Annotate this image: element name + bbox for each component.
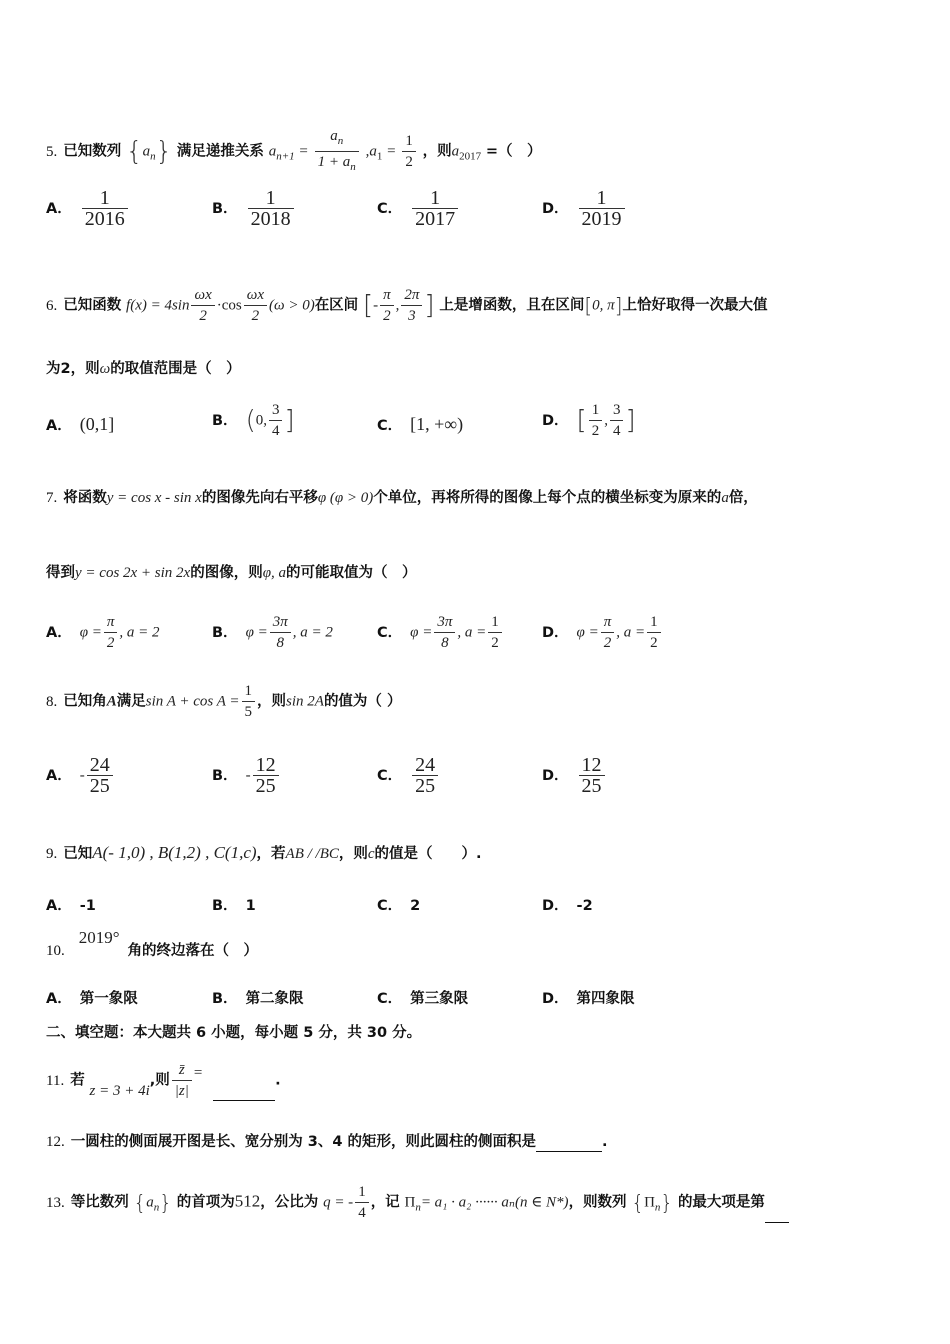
q5-option-c[interactable]: C． $\frac{1}{2017}$ <box>377 188 460 229</box>
q8-option-a[interactable]: A． - $\frac{24}{25}$ <box>46 755 115 796</box>
q6-stem-line2: 为2，则ω的取值范围是（ ） <box>46 361 241 377</box>
q10-option-d[interactable]: D． 第四象限 <box>542 991 635 1007</box>
q6-option-c[interactable]: C． [1, +∞) <box>377 414 464 434</box>
q11-answer-blank[interactable] <box>213 1100 275 1101</box>
q11-stem: 11. 若 z = 3 + 4i,则 $\frac{z̄}{|z|}$ = . <box>46 1062 281 1099</box>
q13-answer-blank[interactable] <box>765 1222 789 1223</box>
q9-option-a[interactable]: A． -1 <box>46 898 96 914</box>
q12-stem: 12. 一圆柱的侧面展开图是长、宽分别为 3、4 的矩形，则此圆柱的侧面积是 . <box>46 1134 608 1150</box>
section-heading-fill-in: 二、填空题：本大题共 6 小题，每小题 5 分，共 30 分。 <box>46 1025 422 1041</box>
q8-option-d[interactable]: D． $\frac{12}{25}$ <box>542 755 607 796</box>
q10-option-b[interactable]: B． 第二象限 <box>212 991 304 1007</box>
q7-option-d[interactable]: D． φ = $\frac{\pi}{2}$ , a = $\frac{1}{2}$ <box>542 612 663 653</box>
q6-stem: 6. 已知函数 f(x) = 4sin $\frac{\omega x}{2}$ ·cos $\frac{\omega x}{2}$ (ω > 0)在区间 [- $\frac{\pi}{2}$ , $\frac{2\pi}{3}$ ] 上是增函数，且在区间[0, π]上恰好取得一次最大值 <box>46 287 768 324</box>
q12-answer-blank[interactable] <box>536 1151 602 1152</box>
q10-stem: 10.2019°角的终边落在（ ） <box>46 928 259 959</box>
q8-option-b[interactable]: B． - $\frac{12}{25}$ <box>212 755 281 796</box>
q10-option-a[interactable]: A． 第一象限 <box>46 991 138 1007</box>
q9-stem: 9. 已知A(- 1,0) , B(1,2) , C(1,c)，若AB / /BC，则c的值是（ ）. <box>46 843 482 862</box>
q7-option-a[interactable]: A． φ = $\frac{\pi}{2}$ , a = 2 <box>46 614 160 651</box>
q8-option-c[interactable]: C． $\frac{24}{25}$ <box>377 755 440 796</box>
q10-option-c[interactable]: C． 第三象限 <box>377 991 469 1007</box>
q9-option-d[interactable]: D． -2 <box>542 898 593 914</box>
q13-stem: 13. 等比数列 $\{a_n\}$ 的首项为512，公比为 q = - $\frac{1}{4}$ ，记 $\Pi_n= a_1 \cdot a_2$ ······ aₙ(n ∈ N*)，则数列 $\{\Pi_n\}$ 的最大项是第 <box>46 1182 789 1223</box>
q5-option-a[interactable]: A． $\frac{1}{2016}$ <box>46 188 130 229</box>
q7-stem: 7. 将函数y = cos x - sin x的图像先向右平移φ (φ > 0)个单位，再将所得的图像上每个点的横坐标变为原来的a倍， <box>46 490 758 506</box>
q6-option-d[interactable]: D． [ $\frac{1}{2}$ , $\frac{3}{4}$ ] <box>542 402 636 439</box>
q6-option-a[interactable]: A． (0,1] <box>46 414 115 434</box>
q5-option-d[interactable]: D． $\frac{1}{2019}$ <box>542 188 627 229</box>
q9-option-c[interactable]: C． 2 <box>377 898 421 914</box>
q5-stem: 5. 已知数列 $\{a_n\}$ 满足递推关系 $a_{n+1}$ = $\frac{a_n}{1 + a_n}$ $,a_1$ = $\frac{1}{2}$ ，则$a_{2017}$ =（ ） <box>46 126 542 177</box>
q7-stem-line2: 得到y = cos 2x + sin 2x的图像，则φ, a的可能取值为（ ） <box>46 565 417 581</box>
q6-option-b[interactable]: B． (0, $\frac{3}{4}$ ] <box>212 402 295 439</box>
q5-number: 5. <box>46 143 58 160</box>
q7-option-c[interactable]: C． φ = $\frac{3\pi}{8}$ , a = $\frac{1}{2}$ <box>377 612 504 653</box>
q5-option-b[interactable]: B． $\frac{1}{2018}$ <box>212 188 296 229</box>
q9-option-b[interactable]: B． 1 <box>212 898 256 914</box>
q7-option-b[interactable]: B． φ = $\frac{3\pi}{8}$ , a = 2 <box>212 614 333 651</box>
q8-stem: 8. 已知角A满足sin A + cos A = $\frac{1}{5}$ ，则sin 2A的值为（ ） <box>46 683 402 720</box>
q5-recurrence-fraction: $\frac{a_n}{1 + a_n}$ <box>315 126 359 177</box>
